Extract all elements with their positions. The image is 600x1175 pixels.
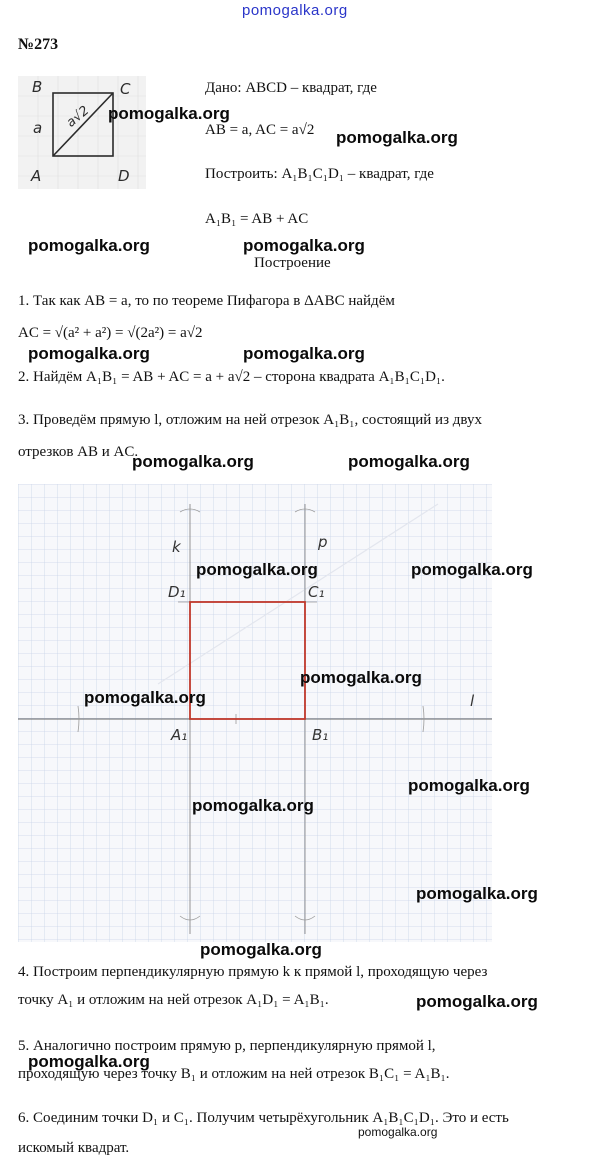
watermark: pomogalka.org	[300, 668, 422, 687]
sketch-label-side: a	[33, 119, 43, 137]
site-watermark-top: pomogalka.org	[242, 2, 348, 19]
watermark: pomogalka.org	[28, 1052, 150, 1071]
watermark: pomogalka.org	[416, 884, 538, 903]
watermark: pomogalka.org	[28, 236, 150, 255]
watermark: pomogalka.org	[132, 452, 254, 471]
watermark: pomogalka.org	[243, 236, 365, 255]
construct-line-1: Построить: A₁B₁C₁D₁ – квадрат, где	[205, 166, 434, 182]
watermark: pomogalka.org	[348, 452, 470, 471]
construct-line-2: A₁B₁ = AB + AC	[205, 211, 309, 227]
step-3-line-2: отрезков AB и AC.	[18, 444, 139, 460]
step-1-text: 1. Так как AB = a, то по теореме Пифагора в ΔABC найдём	[18, 293, 395, 309]
watermark: pomogalka.org	[196, 560, 318, 579]
watermark: pomogalka.org	[416, 992, 538, 1011]
step-6-line-2: искомый квадрат.	[18, 1140, 130, 1156]
sketch-label-b: B	[32, 78, 43, 96]
watermark: pomogalka.org	[411, 560, 533, 579]
step-3-line-1: 3. Проведём прямую l, отложим на ней отрезок A₁B₁, состоящий из двух	[18, 412, 482, 428]
step-2-text: 2. Найдём A₁B₁ = AB + AC = a + a√2 – сторона квадрата A₁B₁C₁D₁.	[18, 369, 445, 385]
section-title: Построение	[254, 255, 331, 271]
label-c1: C₁	[308, 583, 325, 601]
watermark: pomogalka.org	[108, 104, 230, 123]
given-line-1: Дано: ABCD – квадрат, где	[205, 80, 377, 96]
sketch-label-diagonal: a√2	[63, 103, 93, 131]
label-k: k	[172, 538, 181, 556]
watermark: pomogalka.org	[84, 688, 206, 707]
label-l: l	[470, 692, 475, 710]
step-4-line-2: точку A₁ и отложим на ней отрезок A₁D₁ = A₁B₁.	[18, 992, 329, 1008]
step-5-line-1: 5. Аналогично построим прямую p, перпендикулярную прямой l,	[18, 1038, 436, 1054]
given-line-2: AB = a, AC = a√2	[205, 122, 315, 138]
watermark: pomogalka.org	[336, 128, 458, 147]
watermark: pomogalka.org	[200, 940, 322, 959]
step-6-line-1: 6. Соединим точки D₁ и C₁. Получим четырёхугольник A₁B₁C₁D₁. Это и есть	[18, 1110, 509, 1126]
sketch-label-c: C	[120, 80, 131, 98]
step-5-line-2: проходящую через точку B₁ и отложим на ней отрезок B₁C₁ = A₁B₁.	[18, 1066, 450, 1082]
watermark: pomogalka.org	[192, 796, 314, 815]
label-d1: D₁	[168, 583, 186, 601]
square-abcd-sketch	[18, 76, 146, 189]
watermark: pomogalka.org	[408, 776, 530, 795]
step-4-line-1: 4. Построим перпендикулярную прямую k к прямой l, проходящую через	[18, 964, 488, 980]
label-a1: A₁	[171, 726, 188, 744]
watermark-small: pomogalka.org	[358, 1125, 438, 1139]
watermark: pomogalka.org	[243, 344, 365, 363]
problem-number: №273	[18, 36, 59, 53]
sketch-label-d: D	[118, 167, 130, 185]
watermark: pomogalka.org	[28, 344, 150, 363]
step-1-formula: AC = √(a² + a²) = √(2a²) = a√2	[18, 325, 203, 341]
sketch-label-a: A	[31, 167, 42, 185]
construction-drawing	[18, 484, 492, 942]
label-p: p	[318, 533, 328, 551]
label-b1: B₁	[312, 726, 329, 744]
